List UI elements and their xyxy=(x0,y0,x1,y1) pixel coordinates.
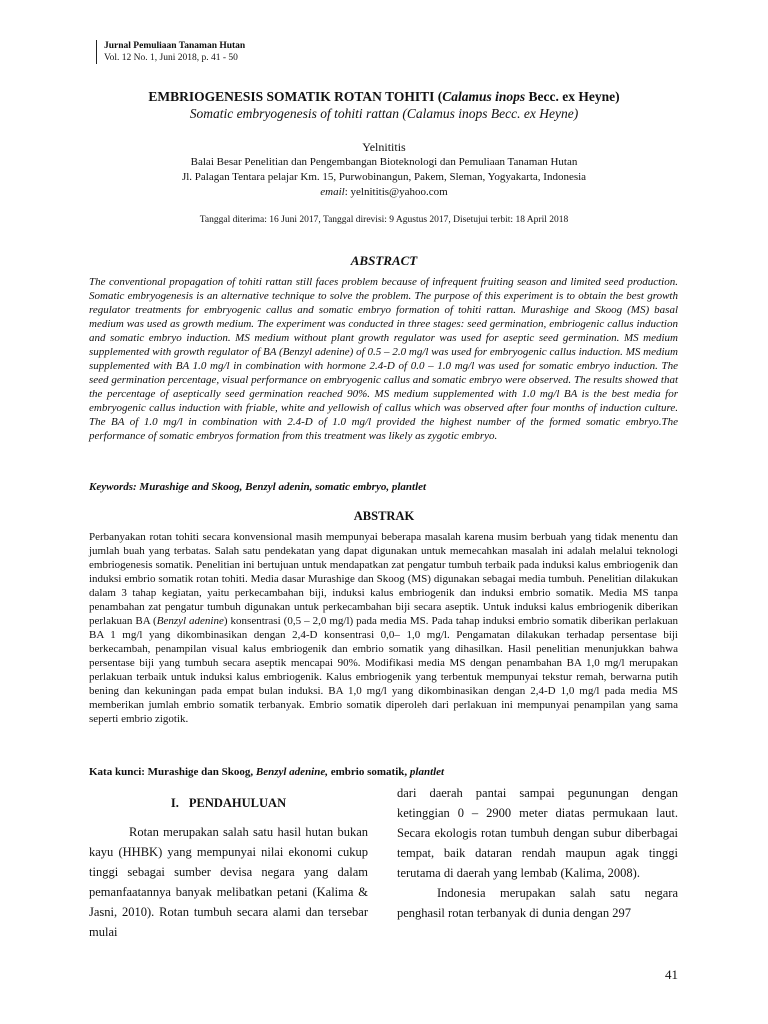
author-address: Jl. Palagan Tentara pelajar Km. 15, Purwobinangun, Pakem, Sleman, Yogyakarta, Indonesia xyxy=(181,171,587,183)
abstrak-text-part-2: ) konsentrasi (0,5 – 2,0 mg/l) pada media MS. Pada tahap induksi embrio somatik diberikan perlakuan BA 1 mg/l yang dikombinasikan dengan 2,4-D konsentrasi 0,0– 1,0 mg/l. Pengamatan dilakukan terhadap persentase biji berkecambah, penampilan visual kalus embriogenik dan embrio somatik yang dihasilkan. Hasil penelitian menunjukkan bahwa persentase biji yang tumbuh secara aseptik mencapai 90%. Modifikasi media MS dengan penambahan BA 1,0 mg/l merupakan perlakuan terbaik untuk induksi kalus embriogenik. Kalus embriogenik yang terbentuk mempunyai tekstur remah, berwarna putih bening dan kekuningan pada empat bulan induksi. BA 1,0 mg/l yang dikombinasikan dengan 2,4-D 1,0 mg/l pada media MS memberikan jumlah embrio somatik terbanyak. Embrio somatik diperoleh dari perlakuan ini mempunyai penampilan yang sama seperti embrio zigotik. xyxy=(89,615,678,725)
abstract-heading: ABSTRACT xyxy=(350,253,418,268)
journal-header xyxy=(96,40,245,64)
submission-dates: Tanggal diterima: 16 Juni 2017, Tanggal direvisi: 9 Agustus 2017, Disetujui terbit: 18 April 2018 xyxy=(199,215,569,225)
paper-title-english: Somatic embryogenesis of tohiti rattan (Calamus inops Becc. ex Heyne) xyxy=(189,106,579,121)
abstract-text: The conventional propagation of tohiti rattan still faces problem because of infrequent fruiting season and limited seed production. Somatic embryogenesis is an alternative technique to solve the problem. The purpose of this experiment is to obtain the best growth regulator treatments for embryogenic callus and somatic embryo formation of tohiti rattan. Murashige and Skoog (MS) basal medium was used as growth medium. The experiment was conducted in three stages: seed germination, embriogenic callus induction and somatic embryo induction. MS medium without plant growth regulator was used for aseptic seed germination. MS medium supplemented with growth regulator of BA (Benzyl adenine) of 0.5 – 2.0 mg/l was used for embryogenic callus induction. MS medium supplemented with BA 1.0 mg/l in combination with hormone 2.4-D of 0.0 – 1.0 mg/l was used for somatic embryo induction. The seed germination percentage, visual performance on embryogenic callus and somatic embryo were observed. The results showed that the percentage of aseptically seed germination reached 90%. MS medium supplemented with 1.0 mg/l BA is the best media for embryogenic callus induction with friable, white and yellowish of callus which was observed after four months of induction culture. The BA of 1.0 mg/l in combination with 2.4-D of 1.0 mg/l provided the highest number of the formed somatic embryo.The performance of somatic embryos formation from this treatment was likely as zygotic embryo. xyxy=(89,276,678,442)
author-email xyxy=(60,185,708,199)
paper-title xyxy=(60,88,708,105)
abstrak-text-italic: Benzyl adenine xyxy=(156,615,224,627)
page-number: 41 xyxy=(665,967,678,982)
kata-kunci-part-1: Kata kunci: Murashige dan Skoog, xyxy=(89,766,256,778)
paper-title-species: Calamus inops xyxy=(442,89,526,104)
body-column-right xyxy=(397,783,678,923)
keywords xyxy=(89,480,678,494)
kata-kunci-part-2: embrio somatik, xyxy=(328,766,410,778)
keywords-label: Keywords: xyxy=(89,481,137,493)
kata-kunci xyxy=(89,765,678,779)
paper-title-suffix: Becc. ex Heyne) xyxy=(525,89,620,104)
body-paragraph: dari daerah pantai sampai pegunungan dengan ketinggian 0 – 2900 meter diatas permukaan laut. Secara ekologis rotan tumbuh dengan subur diberbagai tempat, baik dataran rendah maupun agak tinggi terutama di daerah yang lembab (Kalima, 2008). xyxy=(397,786,678,880)
journal-volume: Vol. 12 No. 1, Juni 2018, p. 41 - 50 xyxy=(104,53,238,63)
section-title: PENDAHULUAN xyxy=(188,796,287,810)
paper-title-prefix: EMBRIOGENESIS SOMATIK ROTAN TOHITI ( xyxy=(148,89,443,104)
section-number: I. xyxy=(170,796,179,810)
kata-kunci-italic-1: Benzyl adenine, xyxy=(255,766,328,778)
section-heading xyxy=(89,793,368,813)
kata-kunci-italic-2: plantlet xyxy=(409,766,445,778)
body-paragraph: Rotan merupakan salah satu hasil hutan bukan kayu (HHBK) yang mempunyai nilai ekonomi cukup tinggi sebagai sumber devisa negara yang dalam pemanfaatannya banyak melibatkan petani (Kalima & Jasni, 2010). Rotan tumbuh secara alami dan tersebar mulai xyxy=(89,825,368,939)
author-name: Yelnititis xyxy=(362,140,406,154)
abstrak-text xyxy=(89,530,678,726)
body-column-left xyxy=(89,788,368,942)
abstrak-text-part-1: Perbanyakan rotan tohiti secara konvensional masih mempunyai beberapa masalah karena musim berbuah yang tidak menentu dan jumlah buah yang terbatas. Salah satu pendekatan yang dapat digunakan untuk memecahkan masalah ini adalah melalui teknologi embriogenesis somatik. Penelitian ini bertujuan untuk mendapatkan zat pengatur tumbuh terbaik pada induksi kalus embriogenik dan induksi embrio somatik rotan tohiti. Media dasar Murashige dan Skoog (MS) digunakan sebagai media tumbuh. Penelitian dilakukan dalam 3 tahap kegiatan, yaitu perkecambahan biji, induksi kalus embriogenik dan induksi embrio somatik. Media MS tanpa penambahan zat pengatur tumbuh digunakan untuk perkecambahan biji secara aseptik. Untuk induksi kalus embriogenik diberikan perlakuan BA ( xyxy=(89,531,678,627)
email-label: email xyxy=(320,186,345,198)
title-block xyxy=(60,88,708,226)
keywords-list: Murashige and Skoog, Benzyl adenin, somatic embryo, plantlet xyxy=(136,481,427,493)
author-institution: Balai Besar Penelitian dan Pengembangan Bioteknologi dan Pemuliaan Tanaman Hutan xyxy=(190,156,578,168)
journal-name: Jurnal Pemuliaan Tanaman Hutan xyxy=(104,41,246,51)
email-address[interactable]: : yelnititis@yahoo.com xyxy=(344,186,448,198)
body-paragraph: Indonesia merupakan salah satu negara penghasil rotan terbanyak di dunia dengan 297 xyxy=(397,886,678,920)
abstrak-heading: ABSTRAK xyxy=(353,509,415,523)
